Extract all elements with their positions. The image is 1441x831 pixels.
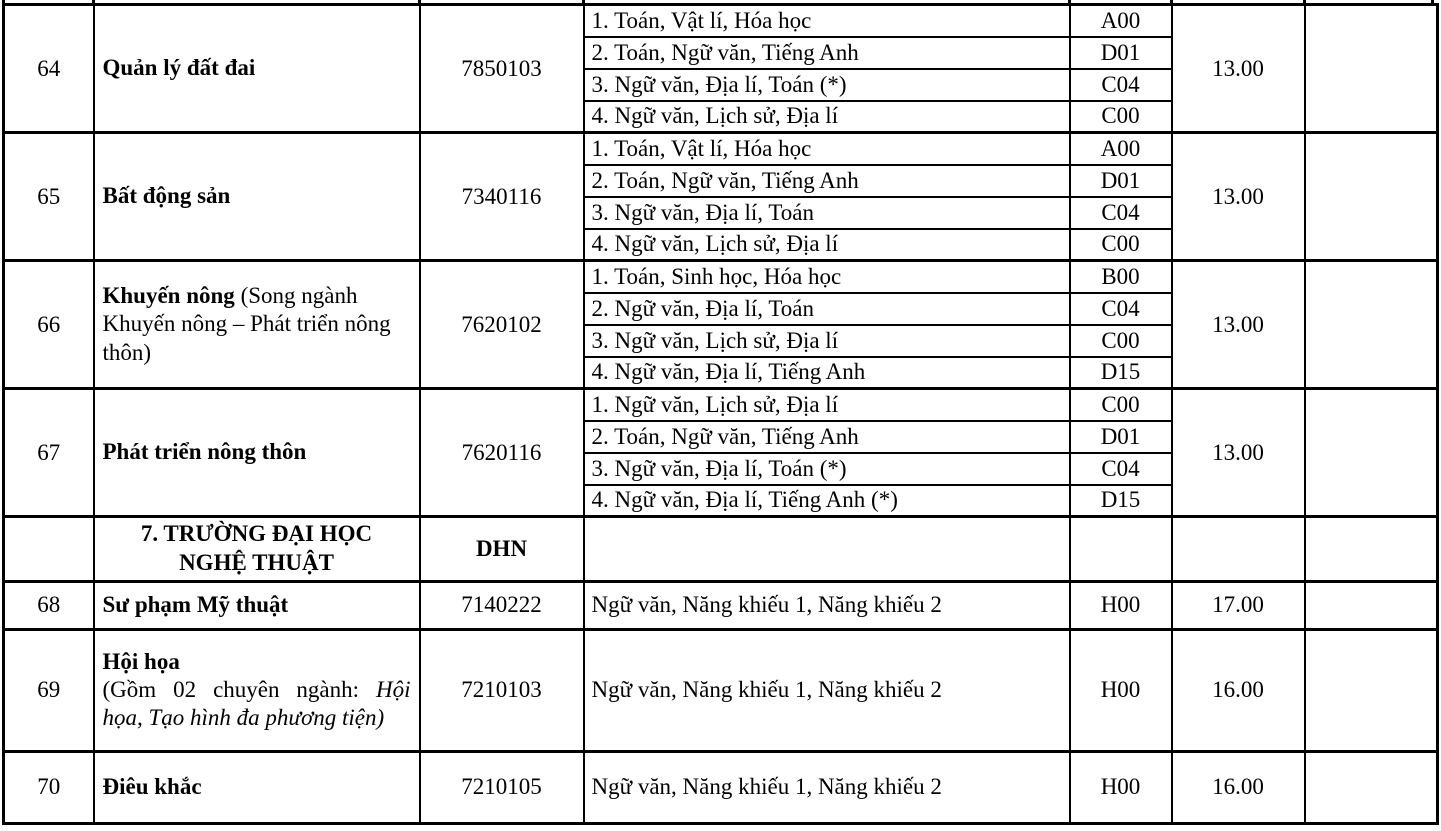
combo-label: 2. Ngữ văn, Địa lí, Toán xyxy=(584,293,1070,325)
notes-cell xyxy=(1305,517,1438,582)
combo-code: D01 xyxy=(1070,421,1172,453)
score-cell: 13.00 xyxy=(1172,5,1305,133)
major-name: Sư phạm Mỹ thuật xyxy=(102,591,289,617)
major-note-suffix: ) xyxy=(376,705,385,731)
major-name-cell xyxy=(94,581,420,629)
stt-cell: 66 xyxy=(4,261,94,389)
major-name-note xyxy=(103,676,411,732)
combo-label: 1. Ngữ văn, Lịch sử, Địa lí xyxy=(584,389,1070,421)
major-code-cell: 7140222 xyxy=(420,581,584,629)
major-name: Phát triển nông thôn xyxy=(102,439,307,465)
major-note-prefix: (Gồm 02 chuyên ngành: xyxy=(102,676,376,702)
major-code-cell: 7210103 xyxy=(420,629,584,751)
score-cell: 16.00 xyxy=(1172,751,1305,823)
combo-code: H00 xyxy=(1070,581,1172,629)
section-header-row xyxy=(4,517,1438,582)
score-cell: 16.00 xyxy=(1172,629,1305,751)
major-name: Bất động sản xyxy=(102,183,231,209)
notes-cell xyxy=(1305,751,1438,823)
combo-label: 1. Toán, Sinh học, Hóa học xyxy=(584,261,1070,293)
major-code-cell: 7620102 xyxy=(420,261,584,389)
combo-code: C00 xyxy=(1070,389,1172,421)
combo-code: H00 xyxy=(1070,751,1172,823)
combo-code: C00 xyxy=(1070,101,1172,133)
combo-label: 2. Toán, Ngữ văn, Tiếng Anh xyxy=(584,37,1070,69)
table-row xyxy=(4,581,1438,629)
combo-label: 3. Ngữ văn, Địa lí, Toán (*) xyxy=(584,453,1070,485)
notes-cell xyxy=(1305,629,1438,751)
combo-label xyxy=(584,517,1070,582)
combo-code: A00 xyxy=(1070,133,1172,165)
combo-code: C00 xyxy=(1070,229,1172,261)
major-name-cell xyxy=(94,133,420,261)
combo-label: 1. Toán, Vật lí, Hóa học xyxy=(584,133,1070,165)
major-code-cell: 7340116 xyxy=(420,133,584,261)
major-code-cell: 7850103 xyxy=(420,5,584,133)
combo-label: 3. Ngữ văn, Lịch sử, Địa lí xyxy=(584,325,1070,357)
stt-cell: 70 xyxy=(4,751,94,823)
table-row xyxy=(4,629,1438,751)
combo-code: D15 xyxy=(1070,485,1172,517)
combo-code: B00 xyxy=(1070,261,1172,293)
combo-code: D01 xyxy=(1070,37,1172,69)
combo-label: 4. Ngữ văn, Địa lí, Tiếng Anh xyxy=(584,357,1070,389)
combo-label: 2. Toán, Ngữ văn, Tiếng Anh xyxy=(584,165,1070,197)
combo-code: D01 xyxy=(1070,165,1172,197)
stt-cell: 65 xyxy=(4,133,94,261)
major-name-cell xyxy=(94,5,420,133)
combo-code: A00 xyxy=(1070,5,1172,37)
section-title: 7. TRƯỜNG ĐẠI HỌC NGHỆ THUẬT xyxy=(140,521,373,575)
major-name: Hội họa xyxy=(102,648,180,674)
major-name-note: (Song ngành Khuyến nông – Phát triển nông thôn) xyxy=(102,283,391,365)
major-name-cell xyxy=(94,389,420,517)
combo-label: 4. Ngữ văn, Lịch sử, Địa lí xyxy=(584,101,1070,133)
stt-cell: 67 xyxy=(4,389,94,517)
score-cell: 17.00 xyxy=(1172,581,1305,629)
stt-cell: 69 xyxy=(4,629,94,751)
stt-cell: 68 xyxy=(4,581,94,629)
combo-label: Ngữ văn, Năng khiếu 1, Năng khiếu 2 xyxy=(584,581,1070,629)
major-name-cell xyxy=(94,629,420,751)
combo-code xyxy=(1070,517,1172,582)
major-name: Quản lý đất đai xyxy=(102,55,256,81)
combo-code: C04 xyxy=(1070,293,1172,325)
stt-cell: 64 xyxy=(4,5,94,133)
table-row xyxy=(4,751,1438,823)
combo-label: 3. Ngữ văn, Địa lí, Toán xyxy=(584,197,1070,229)
score-cell: 13.00 xyxy=(1172,261,1305,389)
combo-code: C04 xyxy=(1070,453,1172,485)
combo-label: 4. Ngữ văn, Lịch sử, Địa lí xyxy=(584,229,1070,261)
notes-cell xyxy=(1305,133,1438,261)
major-name-cell xyxy=(94,261,420,389)
score-cell: 13.00 xyxy=(1172,133,1305,261)
combo-label: 3. Ngữ văn, Địa lí, Toán (*) xyxy=(584,69,1070,101)
combo-label: 1. Toán, Vật lí, Hóa học xyxy=(584,5,1070,37)
section-code: DHN xyxy=(420,517,584,582)
notes-cell xyxy=(1305,581,1438,629)
stt-cell xyxy=(4,517,94,582)
score-cell: 13.00 xyxy=(1172,389,1305,517)
major-code-cell: 7620116 xyxy=(420,389,584,517)
major-name: Điêu khắc xyxy=(102,773,202,799)
table-row xyxy=(4,133,1438,165)
admissions-table xyxy=(2,3,1439,825)
major-code-cell: 7210105 xyxy=(420,751,584,823)
combo-label: 2. Toán, Ngữ văn, Tiếng Anh xyxy=(584,421,1070,453)
combo-label: 4. Ngữ văn, Địa lí, Tiếng Anh (*) xyxy=(584,485,1070,517)
combo-code: D15 xyxy=(1070,357,1172,389)
notes-cell xyxy=(1305,5,1438,133)
section-title-cell xyxy=(94,517,420,582)
combo-label: Ngữ văn, Năng khiếu 1, Năng khiếu 2 xyxy=(584,751,1070,823)
notes-cell xyxy=(1305,261,1438,389)
table-row xyxy=(4,5,1438,37)
major-name: Khuyến nông xyxy=(102,283,235,309)
major-name-cell xyxy=(94,751,420,823)
table-row xyxy=(4,389,1438,421)
score-cell xyxy=(1172,517,1305,582)
table-row xyxy=(4,261,1438,293)
combo-code: H00 xyxy=(1070,629,1172,751)
combo-code: C00 xyxy=(1070,325,1172,357)
combo-label: Ngữ văn, Năng khiếu 1, Năng khiếu 2 xyxy=(584,629,1070,751)
combo-code: C04 xyxy=(1070,69,1172,101)
combo-code: C04 xyxy=(1070,197,1172,229)
notes-cell xyxy=(1305,389,1438,517)
major-note-italic: Hội họa, Tạo hình đa phương tiện xyxy=(102,676,411,731)
